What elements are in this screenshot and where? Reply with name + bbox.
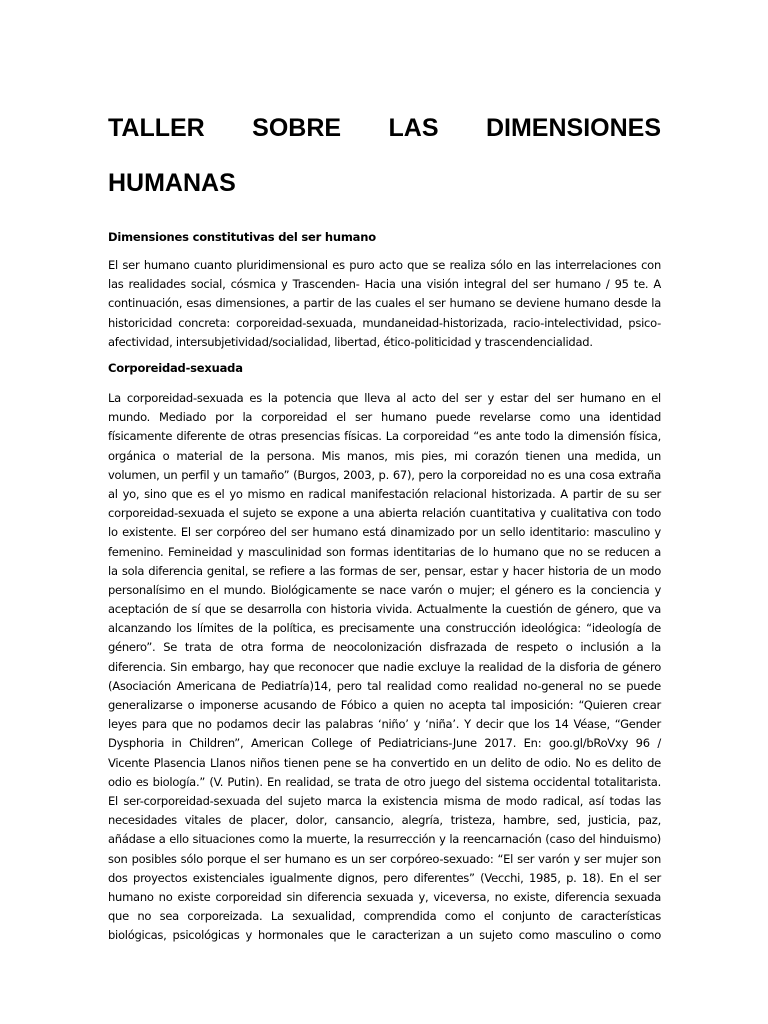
text-line: Vicente Plasencia Llanos niños tienen pene se ha convertido en un delito de odio. No es delito de: [108, 755, 661, 770]
text-line: la sola diferencia genital, se refiere a las formas de ser, pensar, estar y hacer historia de un modo: [108, 563, 661, 578]
text-line: humano no existe corporeidad sin diferencia sexuada y, viceversa, no existe, diferencia sexuada: [108, 889, 661, 904]
text-line: biológicas, psicológicas y hormonales que le caracterizan a un sujeto como masculino o como: [108, 928, 661, 943]
text-line: (Asociación Americana de Pediatría)14, pero tal realidad como realidad no-general no se puede: [108, 678, 661, 693]
text-line: al yo, sino que es el yo mismo en radical manifestación relacional historizada. A partir de su ser: [108, 486, 661, 501]
text-line: El ser humano cuanto pluridimensional es puro acto que se realiza sólo en las interrelaciones con: [108, 258, 661, 272]
text-line: diferencia. Sin embargo, hay que reconocer que nadie excluye la realidad de la disforia de género: [108, 659, 661, 674]
text-line: mundo. Mediado por la corporeidad el ser humano puede revelarse como una identidad: [108, 410, 661, 425]
text-line: generalizarse o imponerse acusando de Fóbico a quien no acepta tal imposición: “Quieren crear: [108, 698, 661, 712]
text-line: dos proyectos existenciales igualmente dignos, pero diferentes” (Vecchi, 1985, p. 18). En el ser: [108, 870, 661, 885]
text-line: odio es biología.” (V. Putin). En realidad, se trata de otro juego del sistema occidental totalitarista.: [108, 774, 661, 789]
text-line: que no sea corporeizada. La sexualidad, comprendida como el conjunto de características: [108, 909, 661, 924]
text-line: las realidades social, cósmica y Trascenden- Hacia una visión integral del ser humano / 95 te. A: [108, 277, 661, 292]
text-line: aceptación de sí que se desarrolla con historia vivida. Actualmente la cuestión de género, que va: [108, 602, 661, 617]
paragraph-corporeidad: [108, 389, 661, 945]
text-line: corporeidad-sexuada el sujeto se expone a una abierta relación cuantitativa y cualitativa con todo: [108, 506, 661, 521]
text-line: género”. Se trata de otra forma de neocolonización disfrazada de respeto o inclusión a la: [108, 640, 661, 655]
text-line: añádase a ello situaciones como la muerte, la resurrección y la reencarnación (caso del hinduismo): [108, 832, 661, 847]
text-line: necesidades vitales de placer, dolor, cansancio, alegría, tristeza, hambre, sed, justicia, paz,: [108, 813, 661, 828]
text-line: lo existente. El ser corpóreo del ser humano está dinamizado por un sello identitario: masculino y: [108, 525, 661, 540]
text-line: historicidad concreta: corporeidad-sexuada, mundaneidad-historizada, racio-intelectividad, psico-: [108, 315, 661, 330]
text-line: afectividad, intersubjetividad/socialidad, libertad, ético-politicidad y trascendencialidad.: [108, 334, 593, 349]
text-line: La corporeidad-sexuada es la potencia que lleva al acto del ser y estar del ser humano en el: [108, 391, 661, 405]
section-heading-corporeidad: Corporeidad-sexuada: [108, 361, 243, 375]
document-title-line-2: HUMANAS: [108, 169, 236, 197]
text-line: Dysphoria in Children”, American College of Pediatricians-June 2017. En: goo.gl/bRoVxy 96 /: [108, 736, 661, 751]
text-line: físicamente diferente de otras presencias físicas. La corporeidad “es ante todo la dimensión física,: [108, 429, 661, 444]
text-line: El ser-corporeidad-sexuada del sujeto marca la existencia misma de modo radical, así todas las: [108, 793, 661, 808]
text-line: volumen, un perfil y un tamaño” (Burgos, 2003, p. 67), pero la corporeidad no es una cosa extraña: [108, 467, 661, 482]
text-line: son posibles sólo porque el ser humano es un ser corpóreo-sexuado: “El ser varón y ser mujer son: [108, 851, 661, 866]
section-heading-dimensiones: Dimensiones constitutivas del ser humano: [108, 230, 376, 244]
document-title-line-1: TALLER SOBRE LAS DIMENSIONES: [108, 114, 661, 142]
paragraph-dimensiones: [108, 256, 661, 352]
text-line: femenino. Femineidad y masculinidad son formas identitarias de lo humano que no se reducen a: [108, 544, 661, 559]
text-line: orgánica o material de la persona. Mis manos, mis pies, mi corazón tienen una medida, un: [108, 448, 661, 463]
text-line: leyes para que no podamos decir las palabras ‘niño’ y ‘niña’. Y decir que los 14 Véase, “Gender: [108, 717, 661, 732]
text-line: continuación, esas dimensiones, a partir de las cuales el ser humano se deviene humano desde la: [108, 296, 661, 311]
text-line: personalísimo en el mundo. Biológicamente se nace varón o mujer; el género es la conciencia y: [108, 582, 661, 597]
text-line: alcanzando los límites de la política, es precisamente una construcción ideológica: “ideología de: [108, 621, 661, 636]
